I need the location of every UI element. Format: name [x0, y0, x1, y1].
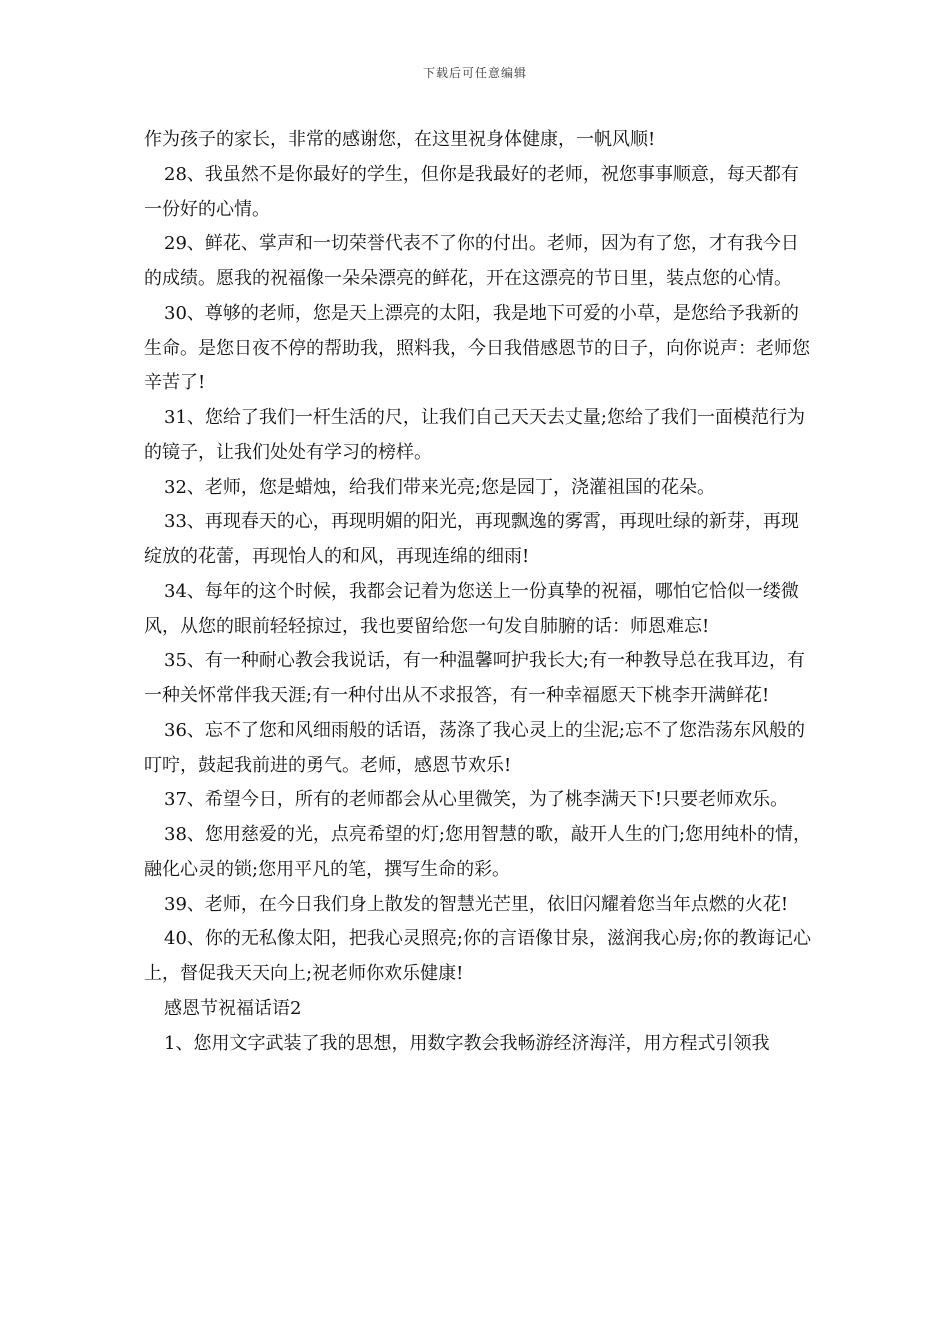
paragraph-34: 34、每年的这个时候，我都会记着为您送上一份真挚的祝福，哪怕它恰似一缕微风，从您的眼前轻轻掠过，我也要留给您一句发自肺腑的话：师恩难忘!: [144, 580, 799, 637]
paragraph-35: 35、有一种耐心教会我说话，有一种温馨呵护我长大;有一种教导总在我耳边，有一种关怀常伴我天涯;有一种付出从不求报答，有一种幸福愿天下桃李开满鲜花!: [144, 650, 805, 706]
paragraph-36: 36、忘不了您和风细雨般的话语，荡涤了我心灵上的尘泥;忘不了您浩荡东风般的叮咛，鼓起我前进的勇气。老师，感恩节欢乐!: [144, 719, 805, 776]
header-note: 下载后可任意编辑: [422, 66, 527, 80]
paragraph-33: 33、再现春天的心，再现明媚的阳光，再现飘逸的雾霄，再现吐绿的新芽，再现绽放的花蕾，再现怡人的和风，再现连绵的细雨!: [144, 511, 799, 567]
section-heading: 感恩节祝福话语2: [164, 997, 302, 1019]
paragraph-37: 37、希望今日，所有的老师都会从心里微笑，为了桃李满天下!只要老师欢乐。: [164, 789, 789, 811]
paragraph-40: 40、你的无私像太阳，把我心灵照亮;你的言语像甘泉，滋润我心房;你的教诲记心上，督促我天天向上;祝老师你欢乐健康!: [144, 928, 812, 984]
paragraph-30: 30、尊够的老师，您是天上漂亮的太阳，我是地下可爱的小草，是您给予我新的生命。是您日夜不停的帮助我，照料我，今日我借感恩节的日子，向你说声：老师您辛苦了!: [144, 302, 810, 394]
paragraph-29: 29、鲜花、掌声和一切荣誉代表不了你的付出。老师，因为有了您，才有我今日的成绩。愿我的祝福像一朵朵漂亮的鲜花，开在这漂亮的节日里，装点您的心情。: [144, 233, 799, 289]
paragraph-continuation: 作为孩子的家长，非常的感谢您，在这里祝身体健康，一帆风顺!: [144, 129, 656, 150]
paragraph-1: 1、您用文字武装了我的思想，用数字教会我畅游经济海洋，用方程式引领我: [164, 1032, 770, 1054]
document-body: [144, 123, 812, 1061]
paragraph-31: 31、您给了我们一杆生活的尺，让我们自己天天去丈量;您给了我们一面模范行为的镜子，让我们处处有学习的榜样。: [144, 407, 805, 463]
paragraph-39: 39、老师，在今日我们身上散发的智慧光芒里，依旧闪耀着您当年点燃的火花!: [164, 893, 789, 915]
paragraph-38: 38、您用慈爱的光，点亮希望的灯;您用智慧的歌，敲开人生的门;您用纯朴的情，融化心灵的锁;您用平凡的笔，撰写生命的彩。: [144, 824, 812, 880]
paragraph-28: 28、我虽然不是你最好的学生，但你是我最好的老师，祝您事事顺意，每天都有一份好的心情。: [144, 163, 799, 220]
paragraph-32: 32、老师，您是蜡烛，给我们带来光亮;您是园丁，浇灌祖国的花朵。: [164, 476, 715, 498]
